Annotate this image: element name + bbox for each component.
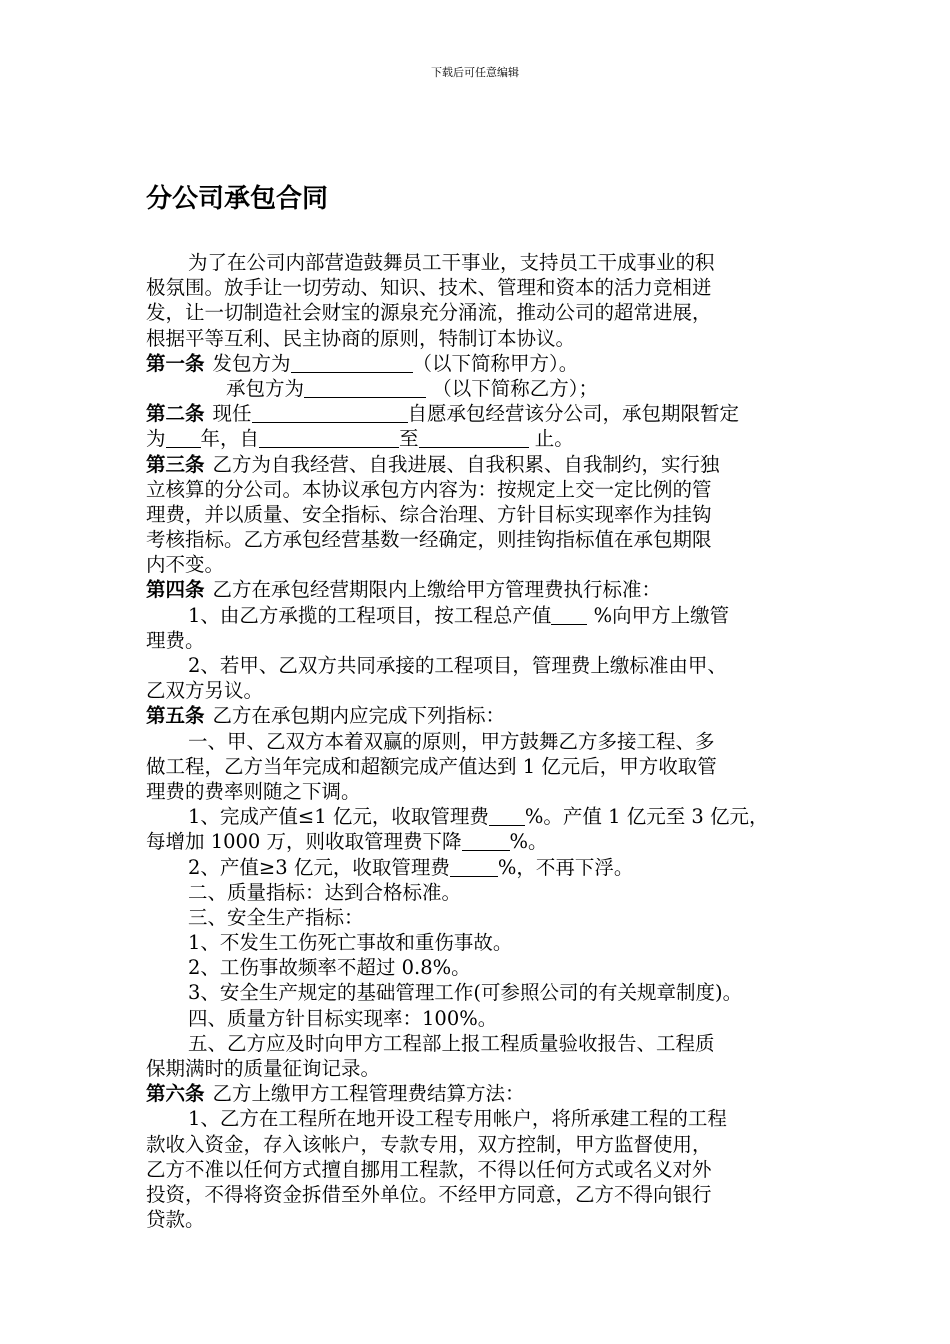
article-5-item: 二、质量指标：达到合格标准。 bbox=[188, 880, 462, 904]
article-4-item-2-cont: 乙双方另议。 bbox=[146, 679, 264, 703]
article-5-item: 2、工伤事故频率不超过 0.8%。 bbox=[188, 956, 471, 980]
article-5-line-1: 第五条 乙方在承包期内应完成下列指标： bbox=[146, 704, 506, 728]
article-2-line-2: 为 年，自 至 止。 bbox=[146, 427, 574, 451]
article-3-line: 理费，并以质量、安全指标、综合治理、方针目标实现率作为挂钩 bbox=[146, 502, 712, 526]
article-1-line-2: 承包方为 （以下简称乙方）； bbox=[226, 376, 598, 400]
blank-field[interactable] bbox=[551, 604, 587, 625]
article-6-label: 第六条 bbox=[146, 1082, 205, 1106]
blank-field[interactable] bbox=[166, 427, 201, 448]
article-5-para: 理费的费率则随之下调。 bbox=[146, 779, 361, 803]
article-5-para: 做工程，乙方当年完成和超额完成产值达到 1 亿元后，甲方收取管 bbox=[146, 754, 717, 778]
article-4-line-1: 第四条 乙方在承包经营期限内上缴给甲方管理费执行标准： bbox=[146, 578, 662, 602]
article-5-bullet-1-cont: 每增加 1000 万，则收取管理费下降 %。 bbox=[146, 830, 548, 854]
article-2-label: 第二条 bbox=[146, 402, 205, 426]
blank-field[interactable] bbox=[291, 352, 413, 373]
article-3-line: 内不变。 bbox=[146, 553, 225, 577]
blank-field[interactable] bbox=[450, 856, 498, 877]
document-body bbox=[146, 250, 822, 1232]
article-5-para: 一、甲、乙双方本着双赢的原则，甲方鼓舞乙方多接工程、多 bbox=[188, 729, 715, 753]
blank-field[interactable] bbox=[259, 427, 399, 448]
article-1-line-1: 第一条 发包方为 （以下简称甲方）。 bbox=[146, 351, 579, 375]
article-4-item-2: 2、若甲、乙双方共同承接的工程项目，管理费上缴标准由甲、 bbox=[188, 654, 727, 677]
preamble-line: 发，让一切制造社会财宝的源泉充分涌流，推动公司的超常进展， bbox=[146, 301, 712, 325]
page-header: 下载后可任意编辑 bbox=[431, 66, 519, 79]
article-3-line: 考核指标。乙方承包经营基数一经确定，则挂钩指标值在承包期限 bbox=[146, 528, 712, 552]
article-5-bullet-1: 1、完成产值≤1 亿元，收取管理费 %。产值 1 亿元至 3 亿元， bbox=[188, 805, 769, 829]
article-5-item: 五、乙方应及时向甲方工程部上报工程质量验收报告、工程质 bbox=[188, 1031, 715, 1055]
article-4-label: 第四条 bbox=[146, 578, 205, 602]
article-5-item: 三、安全生产指标： bbox=[188, 905, 364, 929]
preamble-line: 根据平等互利、民主协商的原则，特制订本协议。 bbox=[146, 326, 576, 350]
article-3-line: 立核算的分公司。本协议承包方内容为：按规定上交一定比例的管 bbox=[146, 477, 712, 501]
article-4-item-1: 1、由乙方承揽的工程项目，按工程总产值 %向甲方上缴管 bbox=[188, 603, 730, 627]
article-5-item-cont: 保期满时的质量征询记录。 bbox=[146, 1057, 381, 1080]
article-2-line-1: 第二条 现任 自愿承包经营该分公司，承包期限暂定 bbox=[146, 402, 740, 426]
blank-field[interactable] bbox=[462, 830, 510, 851]
article-5-bullet-2: 2、产值≥3 亿元，收取管理费 %，不再下浮。 bbox=[188, 855, 634, 879]
article-6-line: 投资，不得将资金拆借至外单位。不经甲方同意，乙方不得向银行 bbox=[146, 1182, 712, 1206]
article-6-para: 1、乙方在工程所在地开设工程专用帐户，将所承建工程的工程 bbox=[188, 1107, 727, 1131]
preamble-line: 为了在公司内部营造鼓舞员工干事业，支持员工干成事业的积 bbox=[188, 251, 715, 274]
article-6-line: 贷款。 bbox=[146, 1208, 205, 1232]
article-6-line-1: 第六条 乙方上缴甲方工程管理费结算方法： bbox=[146, 1082, 525, 1106]
blank-field[interactable] bbox=[419, 427, 529, 448]
article-1-label: 第一条 bbox=[146, 351, 205, 375]
article-5-item: 四、质量方针目标实现率：100%。 bbox=[188, 1006, 498, 1030]
blank-field[interactable] bbox=[489, 805, 525, 826]
article-3-line-1: 第三条 乙方为自我经营、自我进展、自我积累、自我制约，实行独 bbox=[146, 452, 720, 476]
article-5-item: 1、不发生工伤死亡事故和重伤事故。 bbox=[188, 931, 513, 955]
blank-field[interactable] bbox=[304, 377, 426, 398]
article-6-line: 乙方不准以任何方式擅自挪用工程款，不得以任何方式或名义对外 bbox=[146, 1157, 712, 1181]
article-3-label: 第三条 bbox=[146, 452, 205, 476]
blank-field[interactable] bbox=[252, 402, 408, 423]
article-5-label: 第五条 bbox=[146, 704, 205, 728]
document-title: 分公司承包合同 bbox=[146, 184, 329, 214]
preamble-line: 极氛围。放手让一切劳动、知识、技术、管理和资本的活力竞相迸 bbox=[146, 276, 712, 300]
article-4-item-1-cont: 理费。 bbox=[146, 628, 205, 652]
article-5-item: 3、安全生产规定的基础管理工作(可参照公司的有关规章制度)。 bbox=[188, 981, 743, 1005]
article-6-line: 款收入资金，存入该帐户，专款专用，双方控制，甲方监督使用， bbox=[146, 1132, 712, 1156]
